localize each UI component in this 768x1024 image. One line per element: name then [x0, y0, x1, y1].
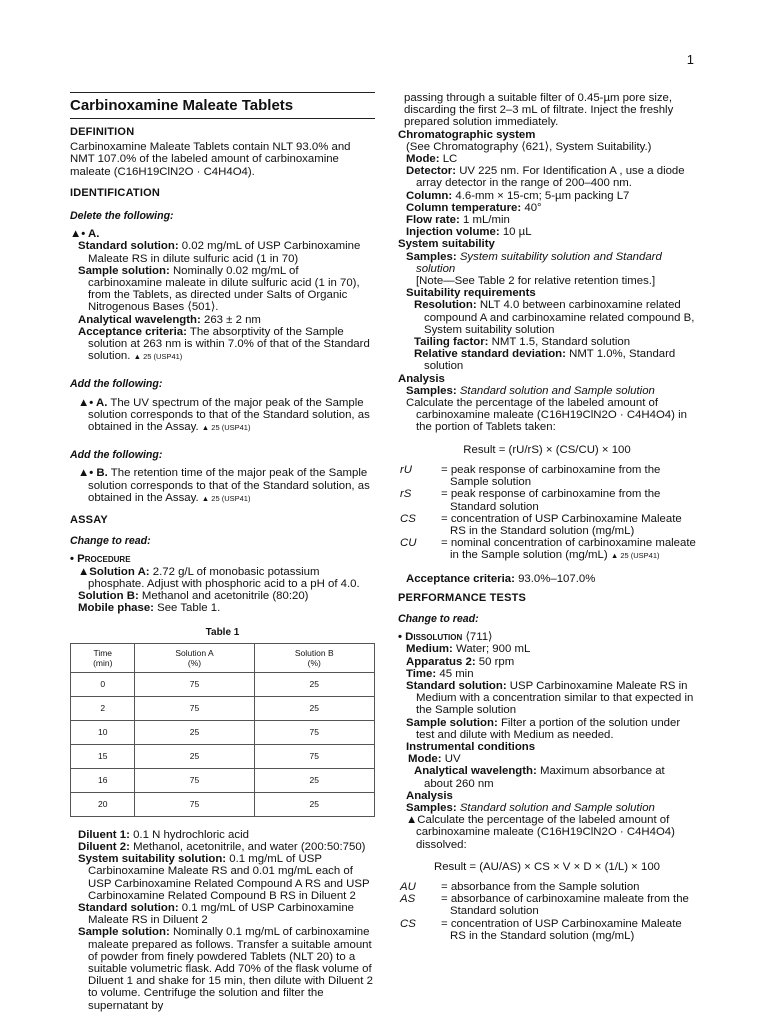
solution-b-label: Solution B:	[78, 590, 139, 603]
standard-solution-2-label: Standard solution:	[78, 901, 179, 914]
apparatus-text: 50 rpm	[478, 655, 515, 668]
table-cell: 75	[254, 720, 374, 744]
table-cell: 75	[135, 768, 254, 792]
definition-row	[398, 537, 696, 562]
table-cell: 16	[71, 768, 135, 792]
injection-volume-entry	[398, 226, 696, 238]
dissolution-samples-entry	[398, 802, 696, 814]
dissolution-sample-entry	[398, 717, 696, 741]
flow-rate-text: 1 mL/min	[462, 214, 510, 227]
dissolution-calculate-text: ▲Calculate the percentage of the labeled amount of carbinoxamine maleate (C16H19ClN2O · C4H4O4) dissolved:	[406, 814, 675, 851]
revision-mark: ▲ 25 (USP41)	[610, 551, 660, 561]
definition-text: Carbinoxamine Maleate Tablets contain NLT 93.0% and NMT 107.0% of the labeled amount of carbinoxamine maleate (C16H19ClN2O · C4H4O4).	[70, 141, 351, 178]
table-cell: 0	[71, 672, 135, 696]
identification-b-label: ▲• B.	[78, 467, 108, 480]
definition-symbol: CS	[400, 917, 416, 930]
standard-solution-2-entry	[70, 902, 375, 926]
table-row	[71, 792, 375, 816]
ss-samples-label: Samples:	[406, 250, 457, 263]
procedure-label: • Procedure	[70, 553, 131, 566]
revision-mark: ▲ 25 (USP41)	[201, 493, 251, 503]
medium-label: Medium:	[406, 643, 453, 656]
definition-text: = concentration of USP Carbinoxamine Maleate RS in the Standard solution (mg/mL)	[441, 512, 682, 537]
table-cell: 25	[254, 672, 374, 696]
dissolution-wavelength-label: Analytical wavelength:	[414, 765, 537, 778]
mobile-phase-label: Mobile phase:	[78, 602, 154, 615]
definition-text-body: = nominal concentration of carbinoxamine maleate in the Sample solution (mg/mL)	[441, 537, 696, 562]
definition-symbol: rS	[400, 488, 412, 501]
resolution-entry	[398, 299, 696, 336]
sample-solution-text: Nominally 0.02 mg/mL of carbinoxamine maleate in dilute sulfuric acid (1 in 70), from the Tablets, as directed under Salts of Organic Nitrogenous Bases ⟨501⟩.	[88, 264, 360, 314]
table-cell: 10	[71, 720, 135, 744]
column-temperature-label: Column temperature:	[406, 201, 522, 214]
table-header-cell: Time (min)	[71, 643, 135, 672]
definition-row	[398, 918, 696, 942]
analysis-samples-entry	[398, 385, 696, 397]
acceptance-criteria-label: Acceptance criteria:	[78, 325, 187, 338]
definition-symbol: CS	[400, 512, 416, 525]
add-note-2: Add the following:	[70, 449, 163, 462]
identification-b-entry	[70, 467, 375, 505]
acceptance-criteria-2-entry	[398, 573, 696, 585]
column-text: 4.6-mm × 15-cm; 5-µm packing L7	[455, 189, 630, 202]
resolution-label: Resolution:	[414, 299, 477, 312]
acceptance-criteria-text: The absorptivity of the Sample solution at 263 nm is within 7.0% of that of the Standard solution.	[88, 325, 370, 363]
rsd-entry	[398, 348, 696, 372]
definition-symbol: AS	[400, 893, 416, 906]
dissolution-samples-text: Standard solution and Sample solution	[459, 801, 655, 814]
identification-a-new-text: The UV spectrum of the major peak of the Sample solution corresponds to that of the Standard solution, as obtained in the Assay.	[88, 396, 370, 434]
definition-text: = absorbance of carbinoxamine maleate from the Standard solution	[441, 893, 689, 918]
solution-a-text: 2.72 g/L of monobasic potassium phosphate. Adjust with phosphoric acid to a pH of 4.0.	[88, 565, 360, 590]
column-entry	[398, 190, 696, 202]
apparatus-entry	[398, 656, 696, 668]
analysis-label: Analysis	[398, 372, 445, 385]
identification-a-new-entry	[70, 397, 375, 435]
dissolution-sample-label: Sample solution:	[406, 716, 498, 729]
table-row	[71, 672, 375, 696]
column-label: Column:	[406, 189, 453, 202]
table-header-cell: Solution B (%)	[254, 643, 374, 672]
table-row	[71, 744, 375, 768]
table-cell: 20	[71, 792, 135, 816]
sample-solution-2-text: Nominally 0.1 mg/mL of carbinoxamine maleate prepared as follows. Transfer a suitable amount of powder from finely powdered Tablets (NLT 20) to a suitable volumetric flask. Add 70% of the flask volume of Diluent 1 and shake for 15 min, then dilute with Diluent 2 to volume. Centrifuge the solution and filter the supernatant by	[88, 926, 373, 1012]
diluent-1-entry	[70, 829, 375, 841]
diluent-2-label: Diluent 2:	[78, 840, 130, 853]
time-label: Time:	[406, 667, 437, 680]
definition-symbol: rU	[400, 463, 413, 476]
definition-row	[398, 488, 696, 512]
mode-entry	[398, 153, 696, 165]
definition-text: = concentration of USP Carbinoxamine Maleate RS in the Standard solution (mg/mL)	[441, 917, 682, 942]
result-formula-1: Result = (rU/rS) × (CS/CU) × 100	[463, 443, 631, 456]
system-suitability-solution-entry	[70, 853, 375, 902]
page-number: 1	[686, 52, 694, 67]
medium-entry	[398, 643, 696, 655]
system-suitability-solution-text: 0.1 mg/mL of USP Carbinoxamine Maleate RS and 0.01 mg/mL each of USP Carbinoxamine Related Compound A RS and USP Carbinoxamine Related Compound B RS in Diluent 2	[88, 853, 370, 902]
injection-volume-text: 10 µL	[502, 226, 532, 239]
definition-symbol: AU	[400, 880, 416, 893]
table-cell: 75	[135, 672, 254, 696]
resolution-text: NLT 4.0 between carbinoxamine related compound A and carbinoxamine related compound B, System suitability solution	[424, 299, 695, 336]
acceptance-criteria-2-label: Acceptance criteria:	[406, 572, 515, 585]
ss-samples-entry	[398, 251, 696, 275]
diluent-1-text: 0.1 N hydrochloric acid	[133, 828, 249, 841]
definition-row	[398, 513, 696, 537]
assay-heading: ASSAY	[70, 514, 108, 527]
continued-text: passing through a suitable filter of 0.45-µm pore size, discarding the first 2–3 mL of filtrate. Inject the freshly prepared solution immediately.	[404, 92, 674, 129]
dissolution-mode-label: Mode:	[408, 753, 442, 766]
dissolution-sample-text: Filter a portion of the solution under test and dilute with Medium as needed.	[416, 716, 681, 741]
time-entry	[398, 668, 696, 680]
flow-rate-entry	[398, 214, 696, 226]
suitability-requirements-label: Suitability requirements	[406, 287, 536, 300]
mobile-phase-text: See Table 1.	[157, 602, 221, 615]
definition-text	[440, 537, 696, 562]
rsd-text: NMT 1.0%, Standard solution	[424, 348, 676, 373]
dissolution-ref: ⟨711⟩	[465, 631, 493, 644]
acceptance-criteria-entry	[70, 326, 375, 364]
dissolution-mode-text: UV	[444, 753, 461, 766]
standard-solution-2-text: 0.1 mg/mL of USP Carbinoxamine Maleate RS in Diluent 2	[88, 901, 355, 927]
table-caption: Table 1	[205, 626, 240, 638]
table-header-cell: Solution A (%)	[135, 643, 254, 672]
analysis-samples-label: Samples:	[406, 384, 457, 397]
table-cell: 75	[254, 744, 374, 768]
table-row	[71, 768, 375, 792]
add-note-1: Add the following:	[70, 378, 163, 391]
dissolution-standard-entry	[398, 680, 696, 717]
identification-heading: IDENTIFICATION	[70, 186, 160, 199]
diluent-2-text: Methanol, acetonitrile, and water (200:50:750)	[133, 840, 366, 853]
standard-solution-text: 0.02 mg/mL of USP Carbinoxamine Maleate RS in dilute sulfuric acid (1 in 70)	[88, 240, 361, 265]
change-note: Change to read:	[70, 535, 151, 548]
dissolution-analysis-label: Analysis	[406, 789, 453, 802]
diluent-1-label: Diluent 1:	[78, 828, 130, 841]
tailing-factor-label: Tailing factor:	[414, 336, 489, 349]
table-cell: 15	[71, 744, 135, 768]
sample-solution-2-label: Sample solution:	[78, 926, 170, 939]
time-text: 45 min	[439, 667, 474, 680]
analytical-wavelength-text: 263 ± 2 nm	[203, 313, 261, 326]
change-note-2: Change to read:	[398, 612, 479, 625]
dissolution-wavelength-entry	[398, 765, 696, 789]
column-temperature-text: 40°	[524, 201, 542, 214]
right-column	[398, 92, 696, 942]
standard-solution-entry	[70, 240, 375, 264]
left-column	[70, 90, 375, 1012]
table-cell: 25	[254, 768, 374, 792]
note-text: [Note—See Table 2 for relative retention times.]	[416, 275, 656, 288]
definition-row	[398, 893, 696, 917]
mode-label: Mode:	[406, 153, 440, 166]
injection-volume-label: Injection volume:	[406, 226, 500, 239]
dissolution-samples-label: Samples:	[406, 801, 457, 814]
table-header-row	[71, 643, 375, 672]
delete-note: Delete the following:	[70, 210, 174, 223]
identification-a-new-label: ▲• A.	[78, 396, 108, 409]
flow-rate-label: Flow rate:	[406, 214, 460, 227]
system-suitability-solution-label: System suitability solution:	[78, 853, 227, 866]
instrumental-conditions-label: Instrumental conditions	[406, 740, 536, 753]
column-temperature-entry	[398, 202, 696, 214]
result-formula-2: Result = (AU/AS) × CS × V × D × (1/L) × 100	[433, 860, 661, 873]
dissolution-heading	[398, 631, 696, 643]
table-cell: 75	[135, 792, 254, 816]
sample-solution-label: Sample solution:	[78, 264, 170, 277]
diluent-2-entry	[70, 841, 375, 853]
dissolution-label: • Dissolution	[398, 631, 463, 644]
standard-solution-label: Standard solution:	[78, 240, 179, 253]
rsd-label: Relative standard deviation:	[414, 348, 566, 361]
detector-text: UV 225 nm. For Identification A , use a diode array detector in the range of 200–400 nm.	[416, 165, 685, 190]
detector-label: Detector:	[406, 165, 457, 178]
dissolution-standard-text: USP Carbinoxamine Maleate RS in Medium with a concentration similar to that expected in the Sample solution	[416, 679, 694, 717]
chromatography-see: (See Chromatography ⟨621⟩, System Suitability.)	[406, 140, 652, 153]
dissolution-wavelength-text: Maximum absorbance at about 260 nm	[424, 765, 665, 790]
analytical-wavelength-entry	[70, 314, 375, 326]
definition-text: = peak response of carbinoxamine from the Standard solution	[441, 488, 661, 513]
definition-text: = absorbance from the Sample solution	[441, 880, 640, 893]
solution-a-entry	[70, 566, 375, 590]
solution-b-text: Methanol and acetonitrile (80:20)	[141, 590, 309, 603]
table-cell: 2	[71, 696, 135, 720]
mode-text: LC	[442, 153, 458, 166]
analysis-samples-text: Standard solution and Sample solution	[459, 384, 655, 397]
tailing-factor-entry	[398, 336, 696, 348]
revision-mark: ▲ 25 (USP41)	[133, 352, 183, 362]
chromatographic-system-label: Chromatographic system	[398, 128, 536, 141]
acceptance-criteria-2-text: 93.0%–107.0%	[518, 572, 596, 585]
table-cell: 25	[135, 744, 254, 768]
table-row	[71, 696, 375, 720]
solution-a-label: ▲Solution A:	[78, 565, 150, 578]
identification-a-old-label: ▲• A.	[70, 228, 100, 241]
tailing-factor-text: NMT 1.5, Standard solution	[491, 336, 631, 349]
definition-text: = peak response of carbinoxamine from the Sample solution	[441, 463, 661, 489]
definition-row	[398, 881, 696, 893]
dissolution-standard-label: Standard solution:	[406, 679, 507, 692]
sample-solution-2-entry	[70, 926, 375, 1011]
analytical-wavelength-label: Analytical wavelength:	[78, 313, 201, 326]
table-cell: 75	[135, 696, 254, 720]
solution-b-entry	[70, 590, 375, 602]
apparatus-label: Apparatus 2:	[406, 655, 476, 668]
table-cell: 25	[135, 720, 254, 744]
medium-text: Water; 900 mL	[456, 643, 531, 656]
table-row	[71, 720, 375, 744]
gradient-table	[70, 643, 375, 817]
revision-mark: ▲ 25 (USP41)	[201, 423, 251, 433]
table-cell: 25	[254, 792, 374, 816]
definition-heading: DEFINITION	[70, 126, 135, 138]
definition-symbol: CU	[400, 537, 417, 550]
dissolution-mode-entry	[398, 753, 696, 765]
system-suitability-label: System suitability	[398, 238, 495, 251]
definition-row	[398, 464, 696, 488]
performance-tests-heading: PERFORMANCE TESTS	[398, 591, 527, 604]
identification-b-text: The retention time of the major peak of the Sample solution corresponds to that of the Standard solution, as obtained in the Assay.	[88, 467, 370, 504]
ss-samples-text: System suitability solution and Standard solution	[416, 250, 662, 275]
calculate-text: Calculate the percentage of the labeled amount of carbinoxamine maleate (C16H19ClN2O · C4H4O4) in the portion of Tablets taken:	[406, 397, 687, 434]
table-cell: 25	[254, 696, 374, 720]
detector-entry	[398, 165, 696, 189]
page-title: Carbinoxamine Maleate Tablets	[70, 92, 375, 119]
mobile-phase-entry	[70, 602, 375, 614]
sample-solution-entry	[70, 265, 375, 314]
